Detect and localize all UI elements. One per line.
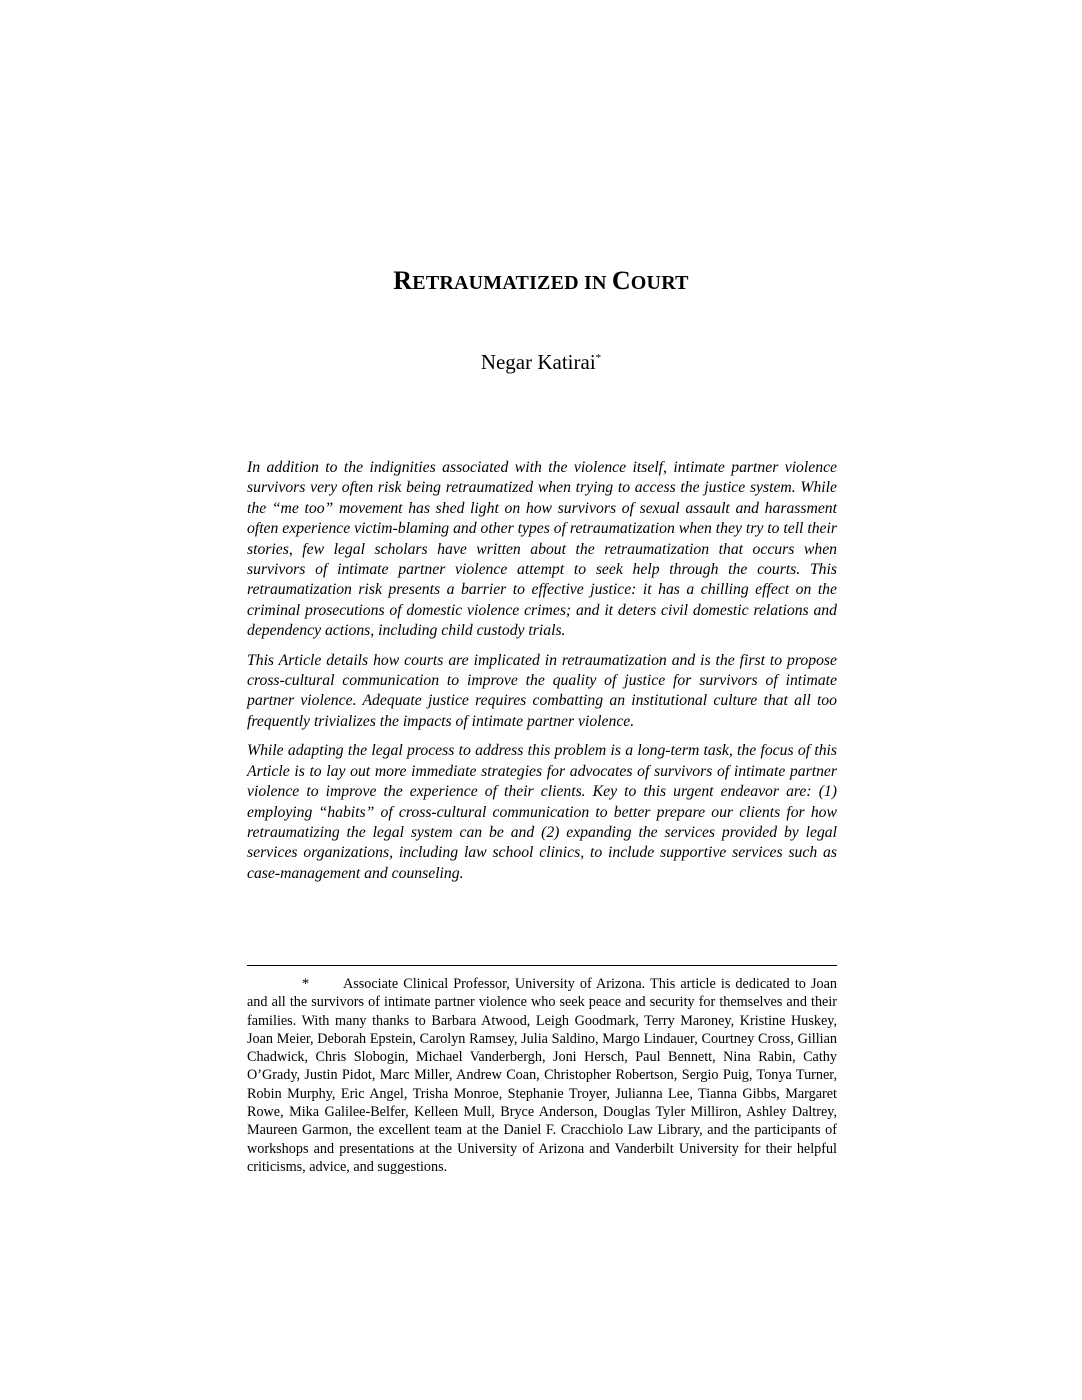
footnote-divider [247,965,837,966]
title-rest-2: OURT [630,272,689,294]
footnote-text: Associate Clinical Professor, University of Arizona. This article is dedicated to Joan and all the survivors of intimate partner violence who seek peace and security for themselves and their families. With many thanks to Barbara Atwood, Leigh Goodmark, Terry Maroney, Kristine Huskey, Joan Meier, Deborah Epstein, Carolyn Ramsey, Julia Saldino, Margo Lindauer, Courtney Cross, Gillian Chadwick, Chris Slobogin, Michael Vanderbergh, Joni Hersch, Paul Bennett, Nina Rabin, Cathy O’Grady, Justin Pidot, Marc Miller, Andrew Coan, Christopher Robertson, Sergio Puig, Tonya Turner, Robin Murphy, Eric Angel, Trisha Monroe, Stephanie Troyer, Julianna Lee, Tianna Gibbs, Margaret Rowe, Mika Galilee-Belfer, Kelleen Mull, Bryce Anderson, Douglas Tyler Milliron, Ashley Daltrey, Maureen Garmon, the excellent team at the Daniel F. Cracchiolo Law Library, and the participants of workshops and presentations at the University of Arizona and Vanderbilt University for their helpful criticisms, advice, and suggestions. [247,976,837,1175]
abstract-paragraph: While adapting the legal process to address this problem is a long-term task, the focus of this Article is to lay out more immediate strategies for advocates of survivors of intimate partner violence to improve the experience of their clients. Key to this urgent endeavor are: (1) employing “habits” of cross-cultural communication to better prepare our clients for how retraumatizing the legal system can be and (2) expanding the services provided by legal services organizations, including law school clinics, to include supportive services such as case-management and counseling. [247,742,837,882]
footnote [247,975,837,1176]
author-footnote-marker[interactable]: * [595,352,602,364]
title-rest-1: ETRAUMATIZED IN [412,272,612,294]
article-title [0,266,1082,296]
title-initial-c: C [611,266,631,295]
abstract [247,458,837,893]
author-line [0,350,1082,375]
title-initial-r: R [393,266,413,295]
abstract-paragraph: This Article details how courts are implicated in retraumatization and is the first to propose cross-cultural communication to improve the quality of justice for survivors of intimate partner violence. Adequate justice requires combatting an institutional culture that all too frequently trivializes the impacts of intimate partner violence. [247,651,837,730]
abstract-paragraph: In addition to the indignities associated with the violence itself, intimate partner violence survivors very often risk being retraumatized when trying to access the justice system. While the “me too” movement has shed light on how survivors of sexual assault and harassment often experience victim-blaming and other types of retraumatization when they try to tell their stories, few legal scholars have written about the retraumatization that occurs when survivors of intimate partner violence attempt to seek help through the courts. This retraumatization risk presents a barrier to effective justice: it has a chilling effect on the criminal prosecutions of domestic violence crimes; and it deters civil domestic relations and dependency actions, including child custody trials. [247,459,837,640]
footnote-marker: * [302,976,310,992]
author-name: Negar Katirai [480,350,596,374]
